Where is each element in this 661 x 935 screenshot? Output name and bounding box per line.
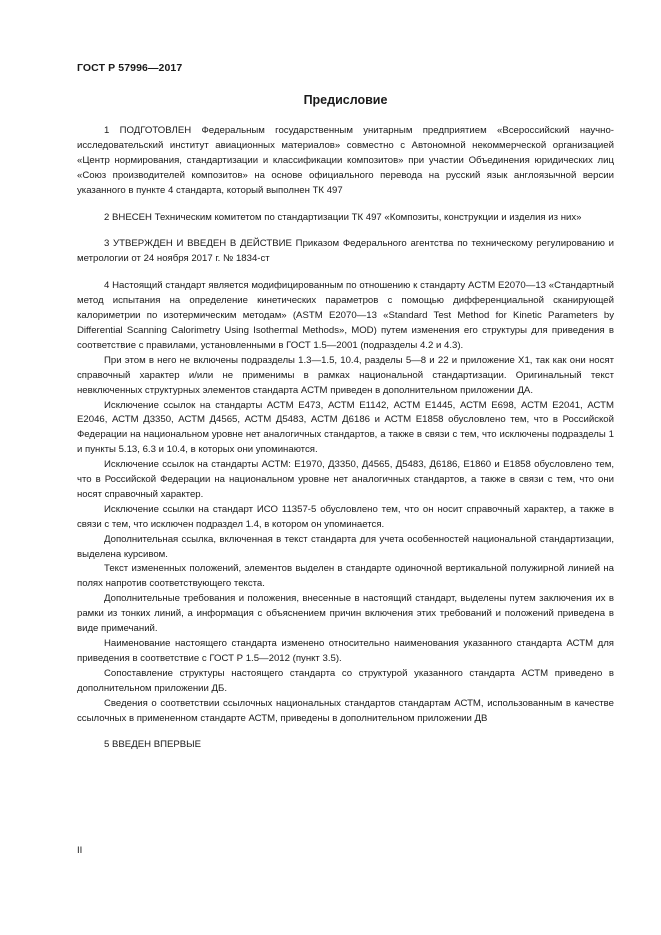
page-number: II [77,845,83,856]
item-3: 3 УТВЕРЖДЕН И ВВЕДЕН В ДЕЙСТВИЕ Приказом Федерального агентства по техническому регулированию и метрологии от 24 ноября 2017 г. № 1834-ст [77,238,614,265]
standard-designation: ГОСТ Р 57996—2017 [77,62,183,74]
page-title [0,93,661,107]
item-4-paragraph: При этом в него не включены подразделы 1.3—1.5, 10.4, разделы 5—8 и 22 и приложение X1, так как они носят справочный характер и/или не применимы в рамках национальной стандартизации. Оригинальный текст невключенных структурных элементов стандарта АСТМ приведен в дополнительном приложении ДА. [77,354,614,396]
title-text: Предисловие [303,93,388,107]
item-4-paragraph: Исключение ссылок на стандарты АСТМ: E1970, Д3350, Д4565, Д5483, Д6186, E1860 и E1858 обусловлено тем, что в Российской Федерации на национальном уровне нет аналогичных стандартов, а также в связи с тем, что они носят справочный характер. [77,459,614,500]
item-4-paragraph: Наименование настоящего стандарта изменено относительно наименования указанного стандарта АСТМ для приведения в соответствие с ГОСТ Р 1.5—2012 (пункт 3.5). [77,638,614,664]
item-4-paragraph: Дополнительные требования и положения, внесенные в настоящий стандарт, выделены путем заключения их в рамки из тонких линий, а информация с объяснением причин включения этих требований и положений приведена в виде примечаний. [77,593,614,635]
item-4-paragraph: Исключение ссылки на стандарт ИСО 11357-5 обусловлено тем, что он носит справочный характер, а также в связи с тем, что исключен подраздел 1.4, в котором он упоминается. [77,503,614,530]
item-5: 5 ВВЕДЕН ВПЕРВЫЕ [104,739,202,751]
item-4-paragraph: Сопоставление структуры настоящего стандарта со структурой указанного стандарта АСТМ приведено в дополнительном приложении ДБ. [77,667,614,694]
item-4-paragraph: Текст измененных положений, элементов выделен в стандарте одиночной вертикальной полужирной линией на полях напротив соответствующего текста. [77,563,614,590]
item-4-paragraph: Исключение ссылок на стандарты АСТМ E473, АСТМ E1142, АСТМ E1445, АСТМ E698, АСТМ E2041, АСТМ E2046, АСТМ Д3350, АСТМ Д4565, АСТМ Д5483, АСТМ Д6186 и АСТМ E1858 обусловлено тем, что в Российской Федерации на национальном уровне нет аналогичных стандартов, а также в связи с тем, что исключены подразделы 1 и пункты 5.13, 6.3 и 10.4, в которых они упоминаются. [77,399,614,456]
item-2: 2 ВНЕСЕН Техническим комитетом по стандартизации ТК 497 «Композиты, конструкции и изделия из них» [104,211,582,223]
item-4: 4 Настоящий стандарт является модифицированным по отношению к стандарту ACTM E2070—13 «Стандартный метод испытания на определение кинетических параметров с помощью дифференциальной сканирующей калориметрии по изотермическим методам» (ASTM E2070—13 «Standard Test Method for Kinetic Parameters by Differential Scanning Calorimetry Using Isothermal Methods», MOD) путем изменения его структуры для приведения в соответствие с правилами, установленными в ГОСТ 1.5—2001 (подразделы 4.2 и 4.3). [77,280,614,351]
item-4-paragraph: Дополнительная ссылка, включенная в текст стандарта для учета особенностей национальной стандартизации, выделена курсивом. [77,533,614,560]
foreword-body [77,124,614,753]
item-1: 1 ПОДГОТОВЛЕН Федеральным государственным унитарным предприятием «Всероссийский научно-исследовательский институт авиационных материалов» совместно с Автономной некоммерческой организацией «Центр нормирования, стандартизации и классификации композитов» при участии Объединения юридических лиц «Союз производителей композитов» на основе официального перевода на русский язык англоязычной версии указанного в пункте 4 стандарта, который выполнен ТК 497 [77,125,614,196]
item-4-paragraph: Сведения о соответствии ссылочных национальных стандартов стандартам АСТМ, использованным в качестве ссылочных в примененном стандарте АСТМ, приведены в дополнительном приложении ДВ [77,697,614,724]
